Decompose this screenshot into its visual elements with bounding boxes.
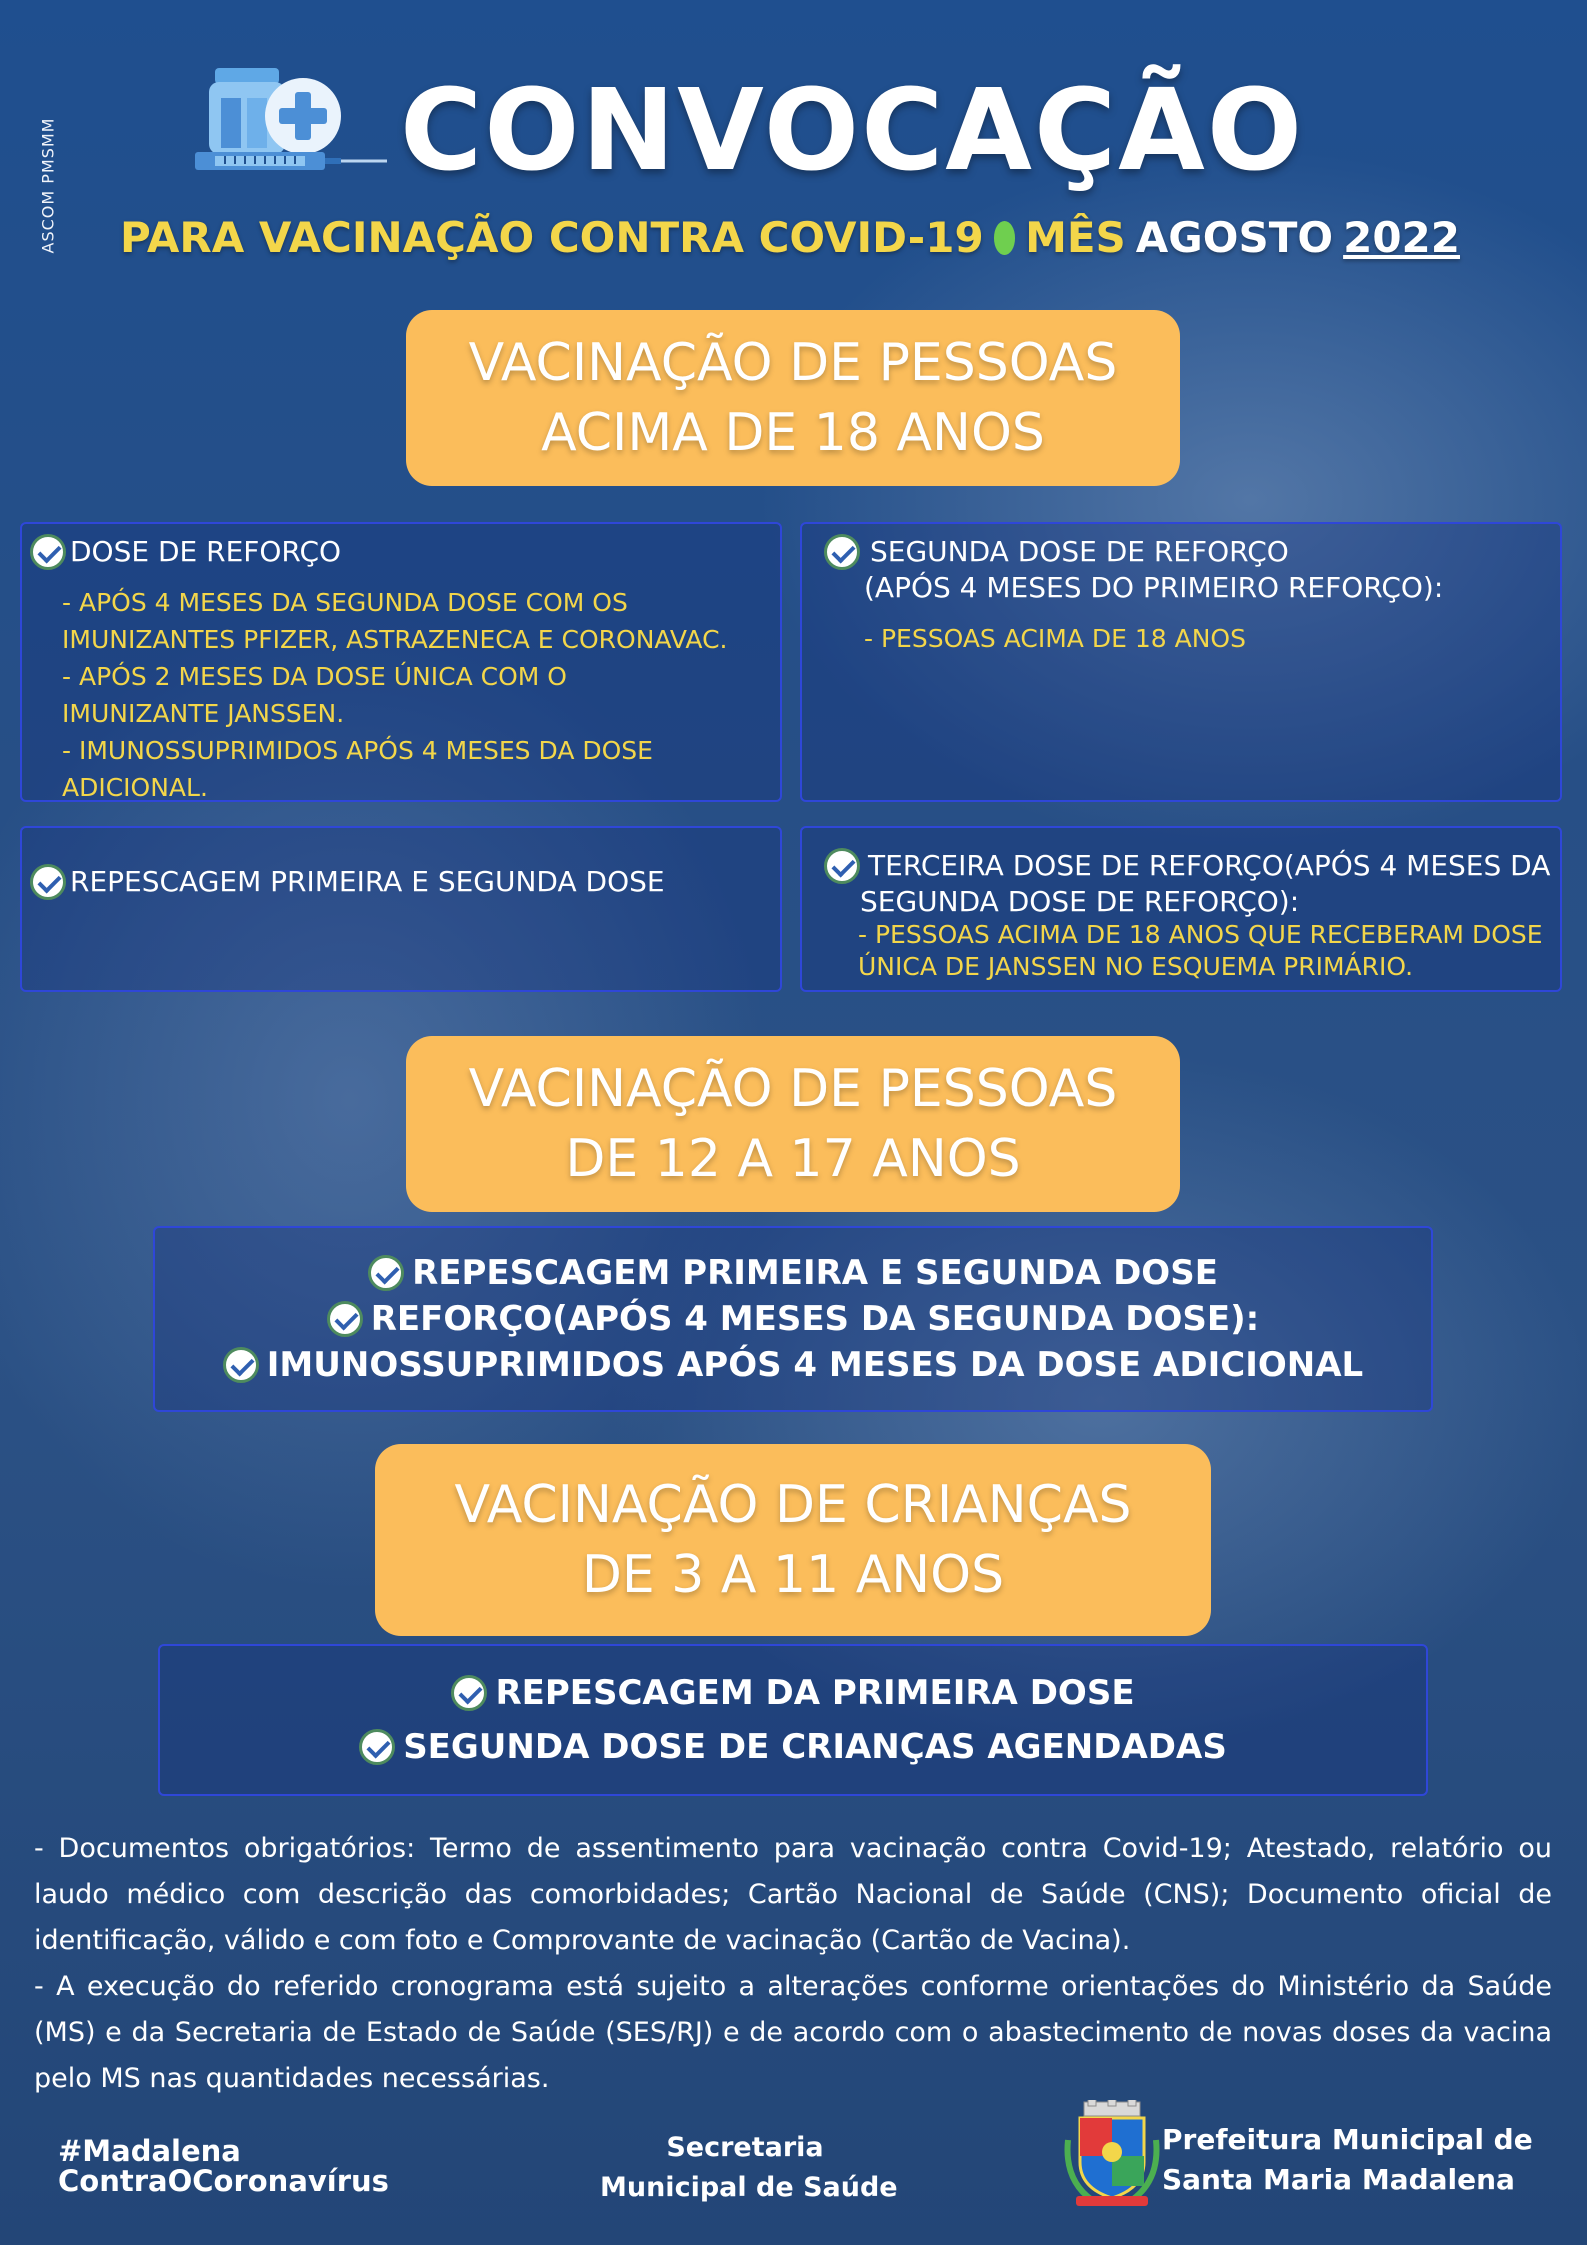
list-item-text: SEGUNDA DOSE DE CRIANÇAS AGENDADAS [403, 1727, 1227, 1767]
panel-booster-details [62, 584, 727, 806]
panel-third-booster-heading: TERCEIRA DOSE DE REFORÇO(APÓS 4 MESES DA [868, 849, 1551, 882]
panel-catch-up-doses [20, 826, 782, 992]
panel-booster-heading: DOSE DE REFORÇO [70, 535, 342, 568]
list-item [327, 1299, 1260, 1339]
notes-documents: - Documentos obrigatórios: Termo de assentimento para vacinação contra Covid-19; Atestado, relatório ou laudo médico com descrição das comorbidades; Cartão Nacional de Saúde (CNS); Documento oficial de identificação, válido e com foto e Comprovante de vacinação (Cartão de Vacina). [34, 1833, 1552, 1956]
check-icon [30, 534, 66, 570]
footer-prefeitura-line1: Prefeitura Municipal de [1162, 2123, 1533, 2156]
footer-hashtag [58, 2136, 389, 2196]
check-icon [451, 1675, 487, 1711]
panel-catch-up-heading-row [30, 864, 665, 900]
section-title-adults [406, 310, 1180, 486]
check-icon [824, 848, 860, 884]
check-icon [223, 1347, 259, 1383]
panel-catch-up-heading: REPESCAGEM PRIMEIRA E SEGUNDA DOSE [70, 865, 665, 898]
footer-hashtag-line1: #Madalena [58, 2134, 241, 2168]
panel-teens-list [153, 1226, 1433, 1412]
footer-secretaria-line1: Secretaria [666, 2132, 824, 2163]
panel-children-list [158, 1644, 1428, 1796]
section-title-teens [406, 1036, 1180, 1212]
footer-prefeitura [1162, 2120, 1533, 2200]
subtitle-year: 2022 [1343, 213, 1460, 262]
section-title-children-line2: DE 3 A 11 ANOS [581, 1545, 1005, 1605]
subtitle-month-label: MÊS [1025, 213, 1126, 262]
list-item [359, 1727, 1227, 1767]
detail-line: - PESSOAS ACIMA DE 18 ANOS QUE RECEBERAM DOSE [858, 920, 1543, 949]
green-dot-icon [994, 221, 1015, 255]
list-item-text: IMUNOSSUPRIMIDOS APÓS 4 MESES DA DOSE ADICIONAL [266, 1345, 1364, 1385]
section-title-teens-line1: VACINAÇÃO DE PESSOAS [468, 1059, 1118, 1119]
section-title-adults-line1: VACINAÇÃO DE PESSOAS [468, 333, 1118, 393]
side-credit-text: ASCOM PMSMM [38, 117, 58, 253]
panel-second-booster-subheading: (APÓS 4 MESES DO PRIMEIRO REFORÇO): [864, 571, 1444, 604]
panel-second-booster [800, 522, 1562, 802]
subtitle-campaign: PARA VACINAÇÃO CONTRA COVID-19 [120, 213, 984, 262]
detail-line: IMUNIZANTE JANSSEN. [62, 699, 345, 728]
panel-second-booster-heading: SEGUNDA DOSE DE REFORÇO [870, 535, 1289, 568]
panel-second-booster-details [864, 620, 1246, 657]
detail-line: IMUNIZANTES PFIZER, ASTRAZENECA E CORONAVAC. [62, 625, 728, 654]
panel-third-booster-details [858, 919, 1543, 983]
panel-booster-heading-row [30, 534, 341, 570]
detail-line: - IMUNOSSUPRIMIDOS APÓS 4 MESES DA DOSE [62, 736, 653, 765]
footer-secretaria-line2: Municipal de Saúde [600, 2172, 898, 2203]
list-item-text: REFORÇO(APÓS 4 MESES DA SEGUNDA DOSE): [370, 1299, 1260, 1339]
side-credit [18, 110, 78, 260]
section-title-teens-line2: DE 12 A 17 ANOS [565, 1129, 1021, 1189]
panel-second-booster-heading-row [824, 534, 1443, 606]
list-item-text: REPESCAGEM DA PRIMEIRA DOSE [495, 1673, 1135, 1713]
panel-third-booster [800, 826, 1562, 992]
panel-third-booster-heading-row [824, 848, 1550, 920]
municipal-coat-of-arms-icon [1062, 2100, 1162, 2208]
section-title-children [375, 1444, 1211, 1636]
list-item [368, 1253, 1218, 1293]
check-icon [30, 864, 66, 900]
panel-booster-dose [20, 522, 782, 802]
list-item-text: REPESCAGEM PRIMEIRA E SEGUNDA DOSE [412, 1253, 1218, 1293]
detail-line: - APÓS 2 MESES DA DOSE ÚNICA COM O [62, 662, 567, 691]
check-icon [327, 1301, 363, 1337]
check-icon [368, 1255, 404, 1291]
detail-line: - PESSOAS ACIMA DE 18 ANOS [864, 624, 1246, 653]
detail-line: ADICIONAL. [62, 773, 208, 802]
section-title-children-line1: VACINAÇÃO DE CRIANÇAS [454, 1475, 1132, 1535]
list-item [451, 1673, 1134, 1713]
section-title-adults-line2: ACIMA DE 18 ANOS [541, 403, 1045, 463]
notes [34, 1826, 1552, 2102]
detail-line: ÚNICA DE JANSSEN NO ESQUEMA PRIMÁRIO. [858, 952, 1414, 981]
footer-prefeitura-line2: Santa Maria Madalena [1162, 2163, 1515, 2196]
check-icon [824, 534, 860, 570]
vaccine-vial-syringe-icon [195, 64, 390, 184]
subtitle [120, 208, 1460, 268]
check-icon [359, 1729, 395, 1765]
list-item [223, 1345, 1363, 1385]
page-title: CONVOCAÇÃO [400, 66, 1305, 196]
panel-third-booster-subheading: SEGUNDA DOSE DE REFORÇO): [860, 885, 1300, 918]
detail-line: - APÓS 4 MESES DA SEGUNDA DOSE COM OS [62, 588, 628, 617]
subtitle-month: AGOSTO [1135, 213, 1334, 262]
footer-hashtag-line2: ContraOCoronavírus [58, 2164, 389, 2198]
footer-health-department [600, 2128, 898, 2208]
notes-disclaimer: - A execução do referido cronograma está sujeito a alterações conforme orientações do Ministério da Saúde (MS) e da Secretaria de Estado de Saúde (SES/RJ) e de acordo com o abastecimento de novas doses da vacina pelo MS nas quantidades necessárias. [34, 1971, 1552, 2094]
